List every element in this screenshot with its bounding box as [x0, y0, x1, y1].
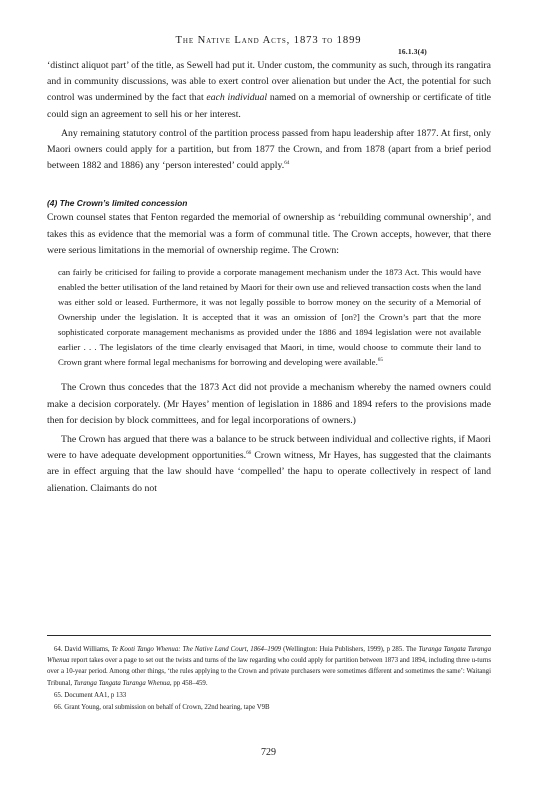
block-quote	[58, 265, 481, 370]
running-title: The Native Land Acts, 1873 to 1899	[175, 35, 362, 46]
report-title: Turanga Tangata Turanga Whenua	[73, 679, 170, 687]
paragraph	[47, 126, 491, 175]
paragraph-text: named on a memorial of ownership or certificate of title could sign an agreement to sell his or her interest.	[47, 92, 491, 120]
emphasis-text: each individual	[206, 92, 268, 104]
page-number: 729	[261, 747, 276, 758]
paragraph-text: Any remaining statutory control of the partition process passed from hapu leadership after 1877. At first, only Maori owners could apply for a partition, but from 1877 the Crown, and from 1878 (apart from a brief period between 1882 and 1886) any ‘person interested’ could apply.	[47, 127, 491, 172]
book-title: Te Kooti Tango Whenua: The Native Land Court, 1864–1909	[111, 646, 282, 653]
footnote-64	[47, 644, 491, 689]
footnote-divider	[47, 635, 491, 636]
paragraph-text: The Crown has argued that there was a balance to be struck between individual and collective rights, if Maori were to have adequate development opportunities.	[47, 433, 491, 462]
section-heading: (4) The Crown’s limited concession	[47, 198, 188, 209]
footnote-text: (Wellington: Huia Publishers, 1999), p 285. The	[281, 646, 419, 653]
section-number: 16.1.3(4)	[398, 47, 427, 56]
footnote-65: 65. Document AA1, p 133	[54, 691, 127, 699]
paragraph: The Crown thus concedes that the 1873 Act did not provide a mechanism whereby the named owners could make a decision corporately. (Mr Hayes’ mention of legislation in 1886 and 1894 refers to the provisions made then for decision by block committees, and for legal incorporations of owners.)	[47, 382, 491, 426]
footnote-text: report takes over a page to set out the twists and turns of the law regarding who could apply for partition between 1873 and 1894, including three u-turns over a 10-year period. Among other things, ‘the rules applying to the Crown and private purchasers were sometimes different and sometimes the same’: Waitangi Tribunal,	[47, 657, 491, 687]
footnote-ref[interactable]: 65	[377, 357, 383, 364]
quote-text: can fairly be criticised for failing to provide a corporate management mechanism under the 1873 Act. This would have enabled the better utilisation of the land retained by Maori for their own use and relieved transaction costs when the land was either sold or leased. Furthermore, it was not legally possible to borrow money on the security of a Memorial of Ownership under the legislation. It is accepted that it was an omission of [on?] the Crown’s part that the more sophisticated corporate management mechanisms as provided under the 1886 and 1894 legislation were not available earlier . . . The legislators of the time clearly envisaged that Maori, in time, would choose to commute their land to Crown grant where formal legal mechanisms for borrowing and developing were available.	[58, 267, 481, 368]
body-text	[47, 58, 491, 497]
report-title: Turanga Tangata Turanga Whenua	[47, 646, 491, 665]
footnote-text: 64. David Williams,	[54, 646, 112, 653]
footnote-text: , pp 458–459.	[169, 679, 208, 687]
paragraph-text: ‘distinct aliquot part’ of the title, as Sewell had put it. Under custom, the community as such, through its rangatira and in community discussions, was able to exert control over alienation but under the Act, the potential for such control was undermined by the fact that	[47, 60, 491, 104]
paragraph	[47, 432, 491, 497]
paragraph-text: Crown witness, Mr Hayes, has suggested that the claimants are in effect arguing that the law should have ‘compelled’ the hapu to operate collectively in respect of land alienation. Claimants do not	[47, 450, 491, 494]
footnote-ref[interactable]: 66	[246, 450, 252, 457]
paragraph: Crown counsel states that Fenton regarded the memorial of ownership as ‘rebuilding communal ownership’, and takes this as evidence that the memorial was a form of communal title. The Crown accepts, however, that there were serious limitations in the memorial of ownership regime. The Crown:	[47, 212, 491, 256]
paragraph	[47, 58, 491, 123]
footnote-ref[interactable]: 64	[284, 160, 290, 167]
footnote-66: 66. Grant Young, oral submission on behalf of Crown, 22nd hearing, tape V9B	[54, 704, 270, 712]
footnotes	[47, 644, 491, 714]
